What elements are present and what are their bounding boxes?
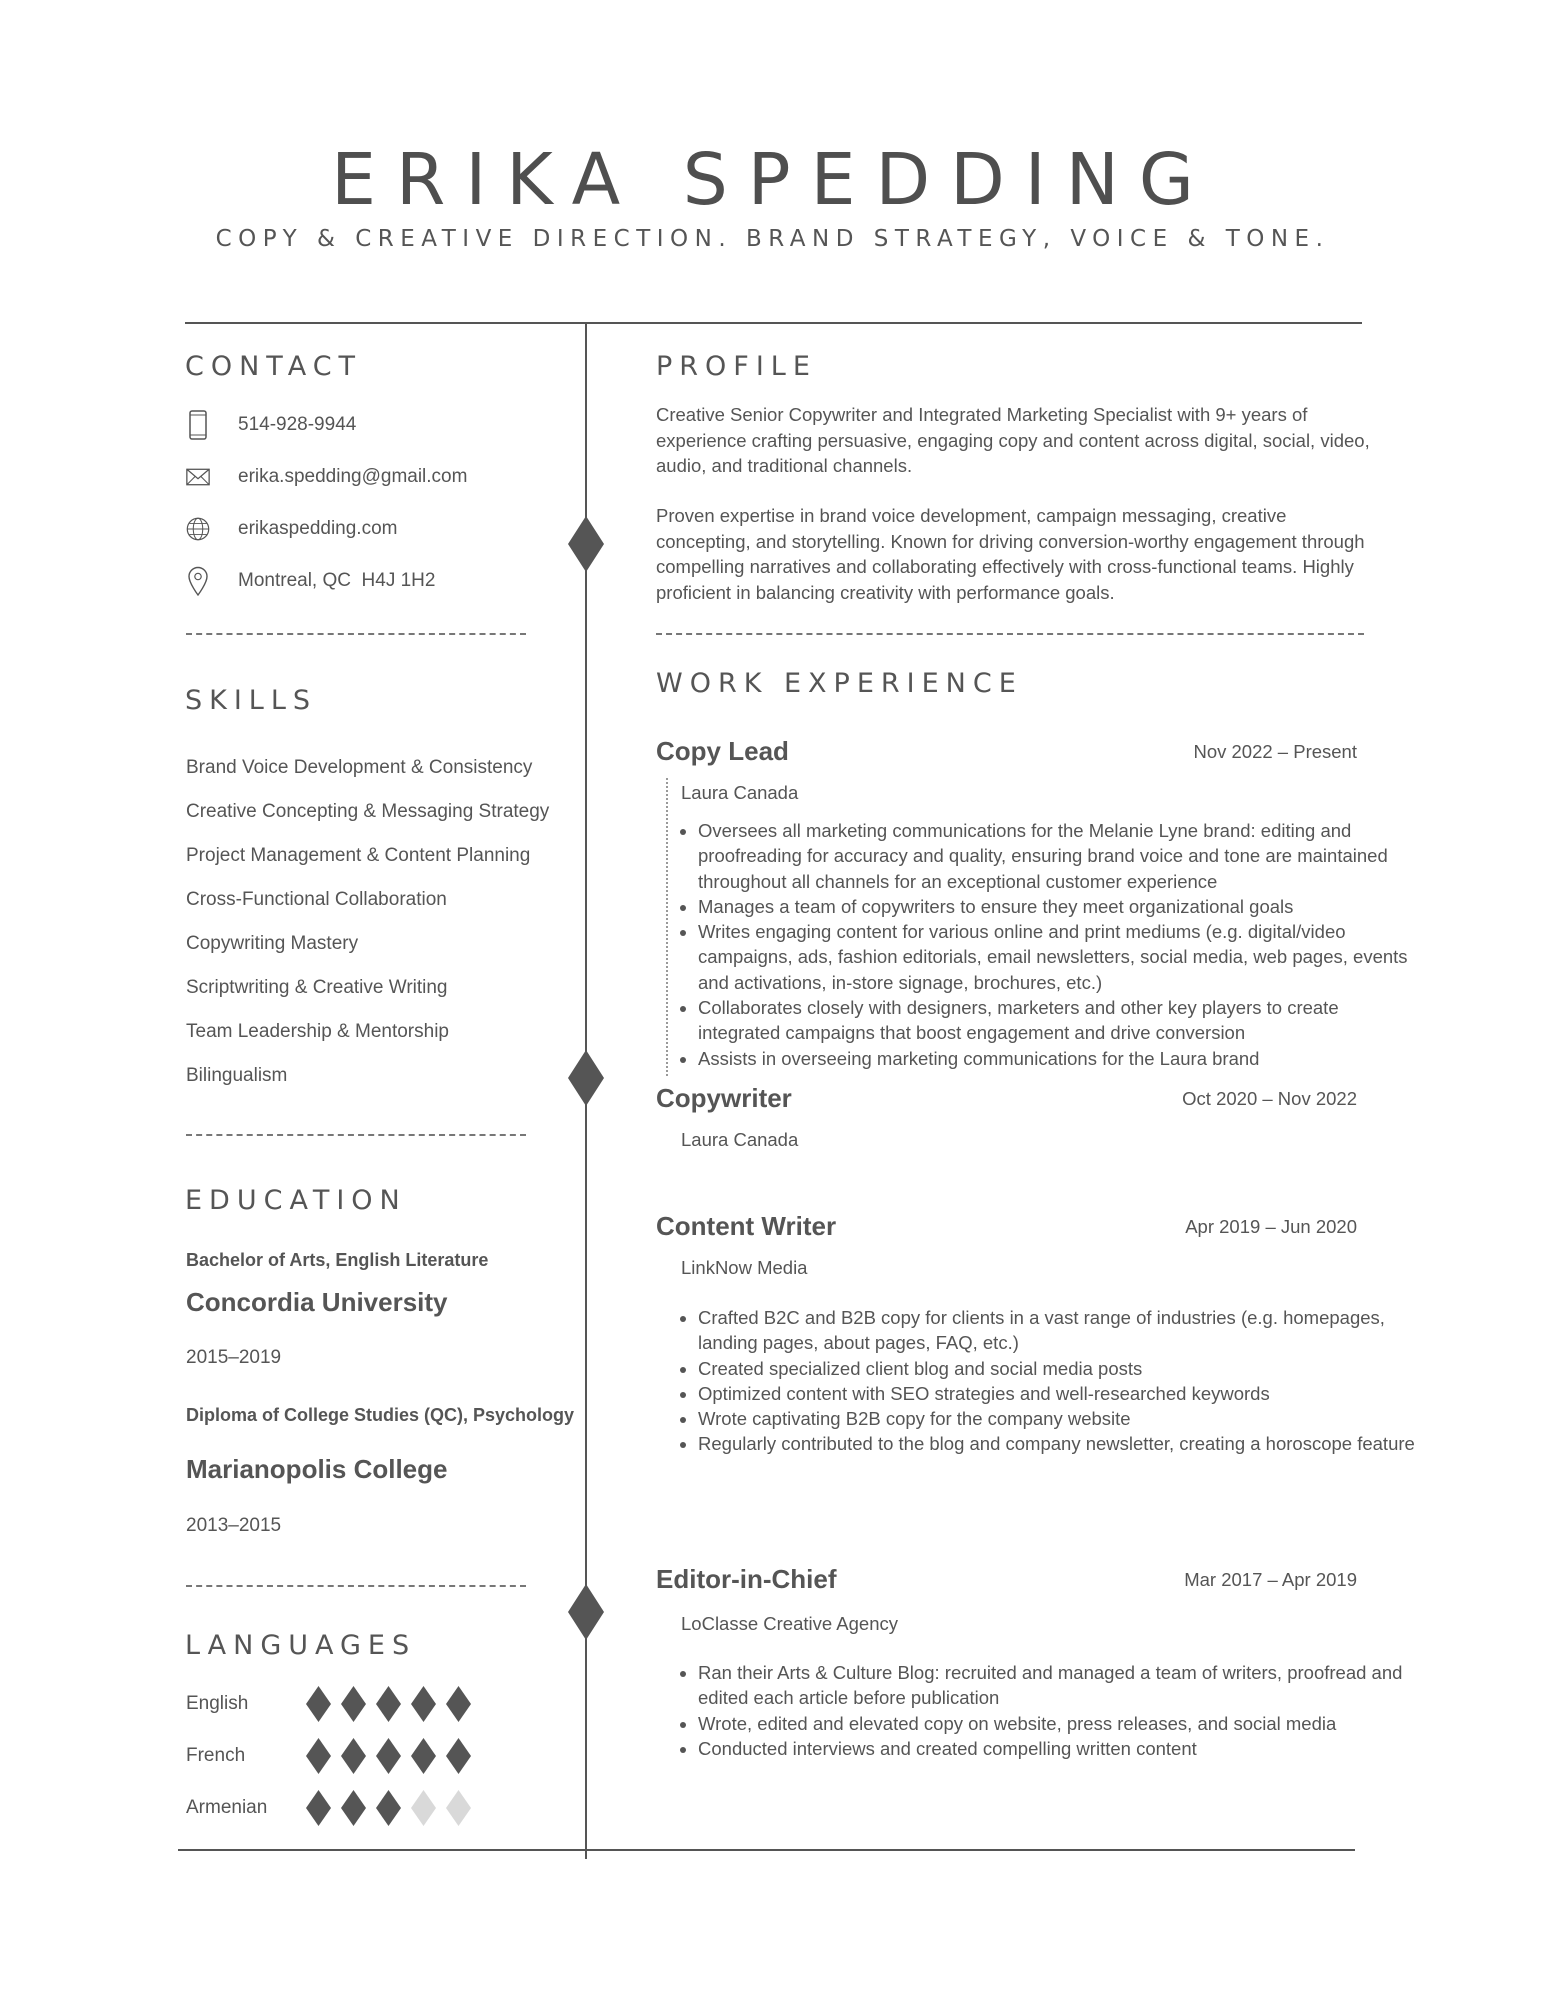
job-title: Content Writer — [656, 1211, 837, 1241]
rating-diamond-filled — [411, 1738, 436, 1774]
job-bullet: • Manages a team of copywriters to ensure they meet organizational goals — [698, 894, 1423, 919]
contact-email — [186, 461, 467, 493]
work-experience-heading: WORK EXPERIENCE — [656, 668, 1023, 699]
skill-item: Bilingualism — [186, 1065, 288, 1086]
divider-diamond — [568, 1050, 604, 1106]
rating-diamond-filled — [446, 1738, 471, 1774]
job-dates: Nov 2022 – Present — [1193, 741, 1357, 762]
job-title: Copywriter — [656, 1083, 792, 1113]
education-heading: EDUCATION — [185, 1185, 407, 1216]
job-bullet: • Created specialized client blog and social media posts — [698, 1356, 1423, 1381]
skill-item: Team Leadership & Mentorship — [186, 1021, 449, 1042]
job-bullets — [656, 1660, 1423, 1761]
job-bullet: • Oversees all marketing communications for the Melanie Lyne brand: editing and proofreading for accuracy and quality, ensuring brand voice and tone are maintained throughout all channels for an exceptional customer experience — [698, 818, 1423, 894]
skill-item: Creative Concepting & Messaging Strategy — [186, 801, 550, 822]
contact-phone — [186, 409, 356, 441]
job-dates: Apr 2019 – Jun 2020 — [1185, 1216, 1357, 1237]
resume-name: ERIKA SPEDDING — [331, 138, 1214, 221]
rating-diamond-filled — [306, 1790, 331, 1826]
job-dates: Mar 2017 – Apr 2019 — [1184, 1569, 1357, 1590]
bottom-rule — [178, 1849, 1355, 1851]
education-school: Concordia University — [186, 1287, 448, 1317]
skill-item: Scriptwriting & Creative Writing — [186, 977, 448, 998]
skills-heading: SKILLS — [185, 685, 318, 716]
contact-phone-text[interactable]: 514-928-9944 — [238, 414, 357, 435]
resume-tagline: COPY & CREATIVE DIRECTION. BRAND STRATEGY, VOICE & TONE. — [215, 226, 1330, 252]
rating-diamond-filled — [376, 1686, 401, 1722]
section-divider — [656, 633, 1364, 635]
education-school: Marianopolis College — [186, 1454, 448, 1484]
location-pin-icon — [186, 565, 210, 597]
education-years: 2015–2019 — [186, 1347, 282, 1368]
rating-diamond-filled — [306, 1686, 331, 1722]
rating-diamond-filled — [341, 1790, 366, 1826]
phone-icon — [186, 409, 210, 441]
job-bullet: • Conducted interviews and created compelling written content — [698, 1736, 1423, 1761]
section-divider — [186, 1585, 526, 1587]
job-bullets — [656, 1305, 1423, 1457]
language-name: French — [186, 1745, 246, 1766]
languages-heading: LANGUAGES — [185, 1630, 417, 1661]
skill-item: Project Management & Content Planning — [186, 845, 531, 866]
rating-diamond-filled — [446, 1686, 471, 1722]
profile-paragraph: Creative Senior Copywriter and Integrated Marketing Specialist with 9+ years of experience crafting persuasive, engaging copy and content across digital, social, video, audio, and traditional channels. — [656, 404, 1370, 476]
language-name: English — [186, 1693, 249, 1714]
rating-diamond-filled — [376, 1738, 401, 1774]
job-bullet: • Wrote captivating B2B copy for the company website — [698, 1406, 1423, 1431]
envelope-icon — [186, 461, 210, 493]
section-divider — [186, 1134, 526, 1136]
job-company: LinkNow Media — [681, 1257, 808, 1278]
contact-address — [186, 565, 435, 597]
divider-diamond — [568, 1584, 604, 1640]
contact-website-text[interactable]: erikaspedding.com — [238, 518, 398, 539]
language-rating — [306, 1790, 481, 1826]
profile-paragraph: Proven expertise in brand voice development, campaign messaging, creative concepting, and storytelling. Known for driving conversion-worthy engagement through compelling narratives and collaborating effectively with cross-functional teams. Highly proficient in balancing creativity with performance goals. — [656, 505, 1365, 603]
rating-diamond-empty — [411, 1790, 436, 1826]
rating-diamond-filled — [306, 1738, 331, 1774]
job-bullets — [656, 818, 1423, 1071]
section-divider — [186, 633, 526, 635]
language-rating — [306, 1686, 481, 1722]
contact-address-text: Montreal, QC H4J 1H2 — [238, 570, 436, 591]
education-years: 2013–2015 — [186, 1515, 282, 1536]
education-degree: Bachelor of Arts, English Literature — [186, 1250, 489, 1270]
divider-diamond — [568, 516, 604, 572]
contact-heading: CONTACT — [185, 351, 363, 382]
job-company: Laura Canada — [681, 1129, 799, 1150]
rating-diamond-filled — [411, 1686, 436, 1722]
job-company: Laura Canada — [681, 782, 799, 803]
rating-diamond-filled — [341, 1738, 366, 1774]
job-bullet: • Crafted B2C and B2B copy for clients in a vast range of industries (e.g. homepages, landing pages, about pages, FAQ, etc.) — [698, 1305, 1423, 1356]
job-bullet: • Writes engaging content for various online and print mediums (e.g. digital/video campaigns, ads, fashion editorials, email newsletters, social media, web pages, events and activations, in-store signage, brochures, etc.) — [698, 919, 1423, 995]
job-bullet: • Ran their Arts & Culture Blog: recruited and managed a team of writers, proofread and edited each article before publication — [698, 1660, 1423, 1711]
contact-website — [186, 513, 397, 545]
profile-heading: PROFILE — [656, 351, 817, 382]
top-rule — [185, 322, 1362, 324]
skill-item: Cross-Functional Collaboration — [186, 889, 447, 910]
skill-item: Copywriting Mastery — [186, 933, 359, 954]
language-rating — [306, 1738, 481, 1774]
contact-email-text[interactable]: erika.spedding@gmail.com — [238, 466, 468, 487]
skill-item: Brand Voice Development & Consistency — [186, 757, 533, 778]
job-bullet: • Optimized content with SEO strategies and well-researched keywords — [698, 1381, 1423, 1406]
rating-diamond-filled — [341, 1686, 366, 1722]
language-name: Armenian — [186, 1797, 268, 1818]
job-company: LoClasse Creative Agency — [681, 1613, 898, 1634]
job-bullet: • Collaborates closely with designers, marketers and other key players to create integrated campaigns that boost engagement and drive conversion — [698, 995, 1423, 1046]
job-title: Copy Lead — [656, 736, 789, 766]
job-bullet: • Regularly contributed to the blog and company newsletter, creating a horoscope feature — [698, 1431, 1423, 1456]
rating-diamond-filled — [376, 1790, 401, 1826]
job-bullet: • Assists in overseeing marketing communications for the Laura brand — [698, 1046, 1423, 1071]
rating-diamond-empty — [446, 1790, 471, 1826]
globe-icon — [186, 513, 210, 545]
job-dates: Oct 2020 – Nov 2022 — [1182, 1088, 1357, 1109]
education-degree: Diploma of College Studies (QC), Psychology — [186, 1405, 575, 1425]
job-bullet: • Wrote, edited and elevated copy on website, press releases, and social media — [698, 1711, 1423, 1736]
job-title: Editor-in-Chief — [656, 1564, 837, 1594]
